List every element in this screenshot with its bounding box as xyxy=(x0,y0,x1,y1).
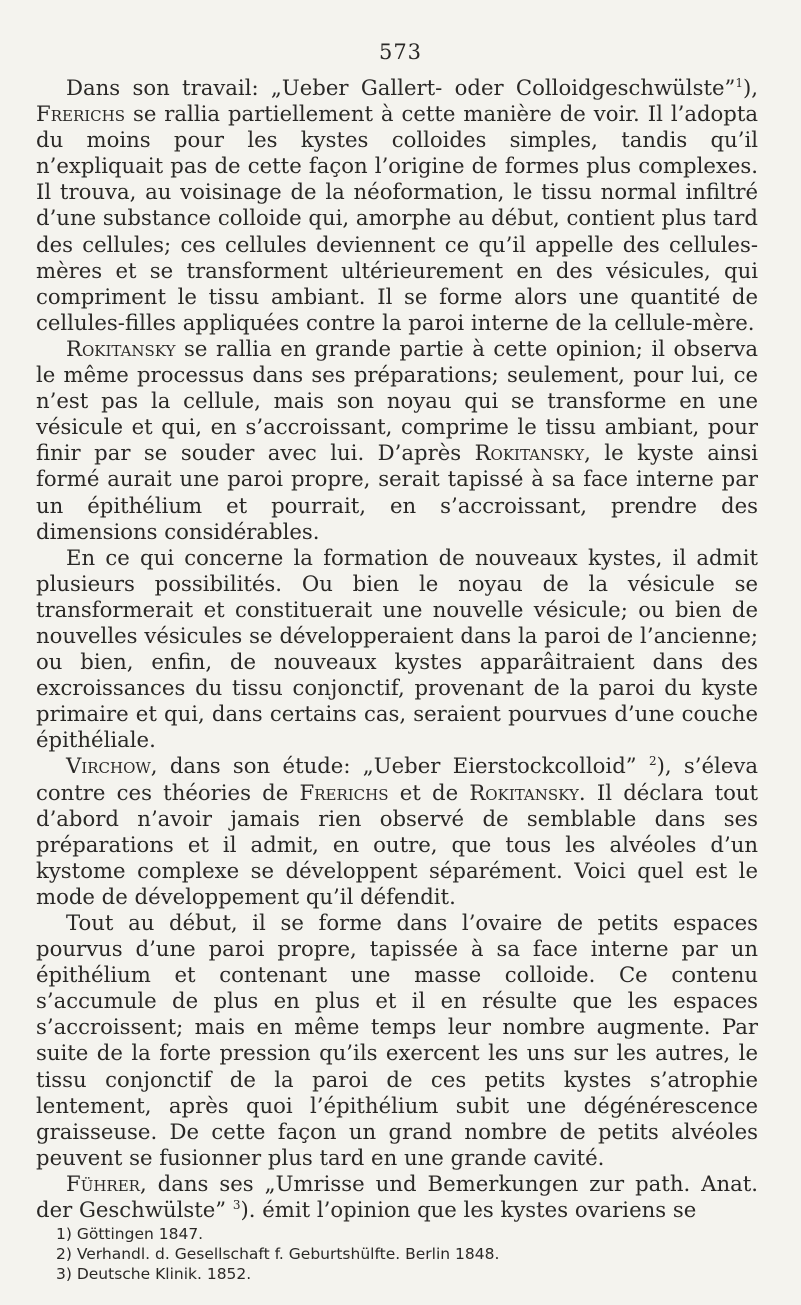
footnote-ref: 2 xyxy=(648,754,657,769)
paragraph xyxy=(36,75,758,336)
paragraph xyxy=(36,336,758,545)
text-run: , dans son étude: „Ueber Eierstockcolloid” xyxy=(150,753,649,779)
text-run: , dans ses „Umrisse und Bemerkungen zur path. Anat. der Geschwülste” xyxy=(36,1170,758,1223)
body-text xyxy=(36,75,758,1223)
text-run: se rallia en grande partie à cette opinion; il observa le même processus dans ses préparations; seulement, pour lui, ce n’est pas la cellule, mais son noyau qui se transforme en une vésicule et qui, en s’accroissant, comprime le tissu ambiant, pour finir par se souder avec lui. D’après xyxy=(36,335,758,466)
footnote-ref: 3 xyxy=(232,1197,241,1212)
text-run: se rallia partiellement à cette manière de voir. Il l’adopta du moins pour les kystes colloides simples, tandis qu’il n’expliquait pas de cette façon l’origine de formes plus complexes. Il trouva, au voisinage de la néoformation, le tissu normal infiltré d’une substance colloide qui, amorphe au début, contient plus tard des cellules; ces cellules deviennent ce qu’il appelle des cellules-mères et se transforment ultérieurement en des vésicules, qui compriment le tissu ambiant. Il se forme alors une quantité de cellules-filles appliquées contre la paroi interne de la cellule-mère. xyxy=(36,101,758,335)
text-run: , le kyste ainsi formé aurait une paroi propre, serait tapissé à sa face interne par un épithélium et pourrait, en s’accroissant, prendre des dimensions considérables. xyxy=(36,440,758,544)
author-name: Frerichs xyxy=(299,779,389,805)
author-name: Frerichs xyxy=(36,101,125,127)
text-run: Dans son travail: „Ueber Gallert- oder Colloidgeschwülste” xyxy=(66,75,736,100)
author-name: Rokitansky xyxy=(474,440,585,466)
author-name: Virchow xyxy=(66,753,151,779)
footnote: 1) Göttingen 1847. xyxy=(56,1225,204,1243)
text-run: ). émit l’opinion que les kystes ovariens se xyxy=(240,1197,697,1223)
paragraph xyxy=(36,753,758,910)
author-name: Rokitansky xyxy=(469,779,579,805)
paragraph xyxy=(36,910,758,1171)
text-run: ), xyxy=(742,75,758,100)
footnote-ref: 1 xyxy=(735,75,743,90)
page-number: 573 xyxy=(378,40,423,64)
paragraph xyxy=(36,545,758,754)
text-run: ), s’éleva contre ces théories de xyxy=(36,753,758,805)
text-run: . Il déclara tout d’abord n’avoir jamais rien observé de semblable dans ses préparations et il admit, en outre, que tous les alvéoles d’un kystome complexe se développent séparément. Voici quel est le mode de développement qu’il défendit. xyxy=(36,779,759,909)
text-run: et de xyxy=(388,779,470,805)
text-run: En ce qui concerne la formation de nouveaux kystes, il admit plusieurs possibilités. Ou bien le noyau de la vésicule se transformerait et constituerait une nouvelle vésicule; ou bien de nouvelles vésicules se développeraient dans la paroi de l’ancienne; ou bien, enfin, de nouveaux kystes apparâitraient dans des excroissances du tissu conjonctif, provenant de la paroi du kyste primaire et qui, dans certains cas, seraient pourvues d’une couche épithéliale. xyxy=(36,544,758,753)
footnote: 2) Verhandl. d. Gesellschaft f. Geburtshülfte. Berlin 1848. xyxy=(56,1245,500,1263)
text-run: Tout au début, il se forme dans l’ovaire de petits espaces pourvus d’une paroi propre, tapissée à sa face interne par un épithélium et contenant une masse colloide. Ce contenu s’accumule de plus en plus et il en résulte que les espaces s’accroissent; mais en même temps leur nombre augmente. Par suite de la forte pression qu’ils exercent les uns sur les autres, le tissu conjonctif de la paroi de ces petits kystes s’atrophie lentement, après quoi l’épithélium subit une dégénérescence graisseuse. De cette façon un grand nombre de petits alvéoles peuvent se fusionner plus tard en une grande cavité. xyxy=(36,910,758,1170)
author-name: Rokitansky xyxy=(66,335,176,361)
paragraph xyxy=(36,1171,758,1223)
footnote: 3) Deutsche Klinik. 1852. xyxy=(56,1265,252,1283)
footnotes xyxy=(56,1224,756,1284)
author-name: Führer xyxy=(66,1170,140,1196)
